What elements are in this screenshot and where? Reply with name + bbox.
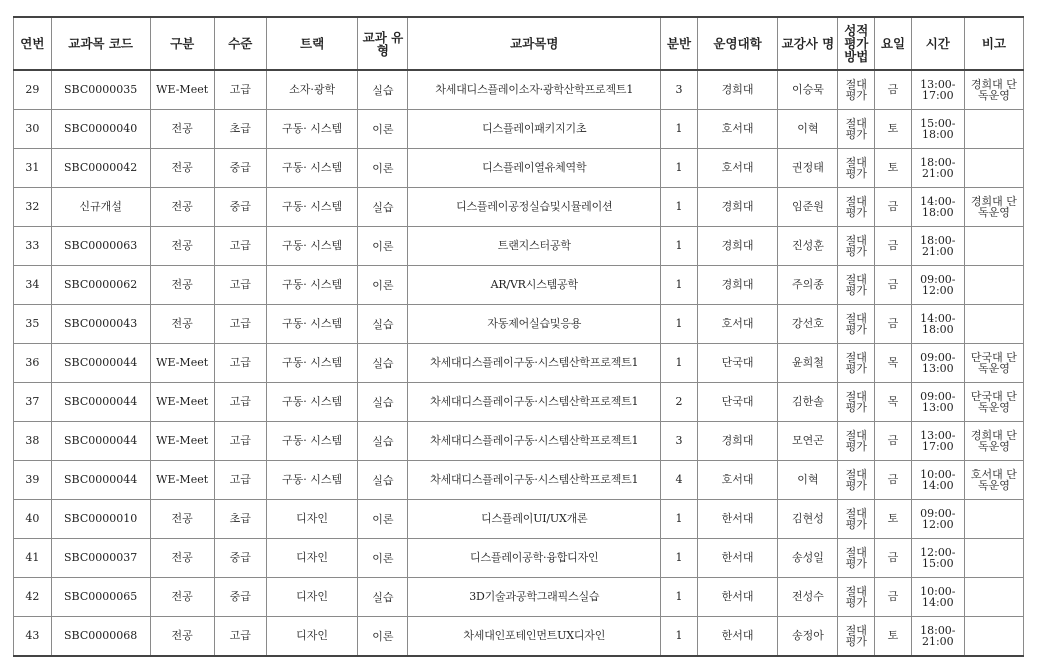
cell-track: 디자인 (266, 578, 358, 617)
cell-time: 09:00- 12:00 (911, 500, 964, 539)
cell-note (964, 266, 1023, 305)
cell-code: SBC0000043 (51, 305, 150, 344)
cell-no: 34 (14, 266, 52, 305)
cell-instructor: 임준원 (778, 188, 838, 227)
cell-no: 39 (14, 461, 52, 500)
cell-level: 고급 (214, 70, 266, 110)
table-row (14, 344, 1024, 383)
cell-category: 전공 (150, 188, 214, 227)
cell-category: WE-Meet (150, 70, 214, 110)
course-table-container (13, 16, 1024, 657)
cell-level: 초급 (214, 110, 266, 149)
cell-category: 전공 (150, 227, 214, 266)
table-header-row (14, 17, 1024, 70)
cell-code: SBC0000044 (51, 344, 150, 383)
cell-university: 경희대 (697, 70, 778, 110)
cell-day: 목 (875, 383, 912, 422)
cell-day: 금 (875, 188, 912, 227)
cell-time: 13:00- 17:00 (911, 70, 964, 110)
cell-no: 36 (14, 344, 52, 383)
table-row (14, 149, 1024, 188)
cell-type: 실습 (358, 383, 408, 422)
cell-university: 경희대 (697, 422, 778, 461)
col-header-university: 운영대학 (697, 17, 778, 70)
cell-track: 구동· 시스템 (266, 383, 358, 422)
cell-grading: 절대 평가 (838, 383, 875, 422)
cell-section: 3 (661, 70, 698, 110)
cell-day: 금 (875, 227, 912, 266)
table-row (14, 70, 1024, 110)
cell-university: 호서대 (697, 461, 778, 500)
cell-track: 디자인 (266, 539, 358, 578)
cell-type: 이론 (358, 539, 408, 578)
table-row (14, 266, 1024, 305)
cell-type: 실습 (358, 578, 408, 617)
cell-section: 2 (661, 383, 698, 422)
cell-level: 고급 (214, 227, 266, 266)
col-header-code: 교과목 코드 (51, 17, 150, 70)
col-header-grading: 성적 평가 방법 (838, 17, 875, 70)
col-header-category: 구분 (150, 17, 214, 70)
cell-category: 전공 (150, 578, 214, 617)
cell-course-name: 차세대디스플레이구동·시스템산학프로젝트1 (408, 461, 661, 500)
cell-level: 고급 (214, 461, 266, 500)
cell-level: 초급 (214, 500, 266, 539)
cell-instructor: 김한솔 (778, 383, 838, 422)
cell-day: 토 (875, 617, 912, 657)
col-header-course-name: 교과목명 (408, 17, 661, 70)
cell-time: 14:00- 18:00 (911, 188, 964, 227)
cell-category: 전공 (150, 149, 214, 188)
cell-level: 고급 (214, 422, 266, 461)
cell-course-name: 차세대디스플레이소자·광학산학프로젝트1 (408, 70, 661, 110)
cell-grading: 절대 평가 (838, 500, 875, 539)
cell-category: 전공 (150, 617, 214, 657)
cell-type: 이론 (358, 500, 408, 539)
cell-no: 33 (14, 227, 52, 266)
cell-instructor: 권정태 (778, 149, 838, 188)
cell-no: 41 (14, 539, 52, 578)
cell-time: 18:00- 21:00 (911, 149, 964, 188)
cell-track: 소자·광학 (266, 70, 358, 110)
cell-section: 1 (661, 539, 698, 578)
cell-university: 호서대 (697, 149, 778, 188)
cell-type: 실습 (358, 305, 408, 344)
cell-no: 42 (14, 578, 52, 617)
table-row (14, 383, 1024, 422)
cell-university: 경희대 (697, 188, 778, 227)
cell-day: 금 (875, 70, 912, 110)
cell-section: 4 (661, 461, 698, 500)
cell-grading: 절대 평가 (838, 149, 875, 188)
table-row (14, 500, 1024, 539)
cell-university: 호서대 (697, 110, 778, 149)
cell-instructor: 모연곤 (778, 422, 838, 461)
cell-code: SBC0000037 (51, 539, 150, 578)
cell-no: 40 (14, 500, 52, 539)
cell-day: 토 (875, 149, 912, 188)
cell-time: 13:00- 17:00 (911, 422, 964, 461)
cell-time: 09:00- 13:00 (911, 344, 964, 383)
cell-level: 고급 (214, 305, 266, 344)
cell-grading: 절대 평가 (838, 617, 875, 657)
table-row (14, 110, 1024, 149)
cell-type: 실습 (358, 422, 408, 461)
cell-section: 1 (661, 188, 698, 227)
cell-grading: 절대 평가 (838, 227, 875, 266)
cell-day: 금 (875, 578, 912, 617)
col-header-note: 비고 (964, 17, 1023, 70)
cell-instructor: 강선호 (778, 305, 838, 344)
cell-grading: 절대 평가 (838, 70, 875, 110)
cell-instructor: 송정아 (778, 617, 838, 657)
cell-grading: 절대 평가 (838, 578, 875, 617)
cell-note: 경희대 단독운영 (964, 422, 1023, 461)
cell-course-name: 디스플레이공정실습및시뮬레이션 (408, 188, 661, 227)
cell-course-name: 자동제어실습및응용 (408, 305, 661, 344)
cell-time: 10:00- 14:00 (911, 461, 964, 500)
col-header-level: 수준 (214, 17, 266, 70)
cell-track: 구동· 시스템 (266, 344, 358, 383)
table-row (14, 539, 1024, 578)
cell-code: SBC0000035 (51, 70, 150, 110)
cell-no: 30 (14, 110, 52, 149)
cell-code: SBC0000044 (51, 383, 150, 422)
table-row (14, 188, 1024, 227)
cell-note: 단국대 단독운영 (964, 344, 1023, 383)
cell-level: 중급 (214, 149, 266, 188)
table-row (14, 617, 1024, 657)
cell-level: 고급 (214, 266, 266, 305)
cell-section: 1 (661, 227, 698, 266)
cell-instructor: 이승묵 (778, 70, 838, 110)
cell-no: 38 (14, 422, 52, 461)
cell-track: 구동· 시스템 (266, 266, 358, 305)
col-header-time: 시간 (911, 17, 964, 70)
cell-university: 호서대 (697, 305, 778, 344)
cell-day: 토 (875, 500, 912, 539)
cell-track: 디자인 (266, 500, 358, 539)
cell-track: 구동· 시스템 (266, 227, 358, 266)
table-row (14, 422, 1024, 461)
cell-instructor: 윤희철 (778, 344, 838, 383)
cell-code: SBC0000010 (51, 500, 150, 539)
cell-day: 목 (875, 344, 912, 383)
cell-note (964, 149, 1023, 188)
cell-level: 중급 (214, 578, 266, 617)
cell-instructor: 주의종 (778, 266, 838, 305)
col-header-instructor: 교강사 명 (778, 17, 838, 70)
cell-no: 29 (14, 70, 52, 110)
cell-category: 전공 (150, 539, 214, 578)
cell-day: 금 (875, 461, 912, 500)
cell-track: 구동· 시스템 (266, 305, 358, 344)
cell-university: 단국대 (697, 383, 778, 422)
cell-university: 한서대 (697, 539, 778, 578)
cell-university: 한서대 (697, 617, 778, 657)
cell-section: 1 (661, 305, 698, 344)
cell-course-name: AR/VR시스템공학 (408, 266, 661, 305)
cell-code: SBC0000044 (51, 422, 150, 461)
cell-type: 실습 (358, 70, 408, 110)
cell-no: 37 (14, 383, 52, 422)
cell-instructor: 진성훈 (778, 227, 838, 266)
cell-course-name: 차세대디스플레이구동·시스템산학프로젝트1 (408, 344, 661, 383)
cell-note (964, 617, 1023, 657)
cell-level: 중급 (214, 539, 266, 578)
cell-level: 고급 (214, 344, 266, 383)
cell-day: 금 (875, 305, 912, 344)
cell-note (964, 539, 1023, 578)
cell-no: 43 (14, 617, 52, 657)
col-header-day: 요일 (875, 17, 912, 70)
cell-code: SBC0000065 (51, 578, 150, 617)
cell-track: 구동· 시스템 (266, 110, 358, 149)
cell-instructor: 전성수 (778, 578, 838, 617)
cell-instructor: 송성일 (778, 539, 838, 578)
cell-section: 1 (661, 578, 698, 617)
cell-track: 구동· 시스템 (266, 422, 358, 461)
cell-course-name: 차세대디스플레이구동·시스템산학프로젝트1 (408, 422, 661, 461)
cell-grading: 절대 평가 (838, 188, 875, 227)
table-body (14, 70, 1024, 656)
col-header-type: 교과 유형 (358, 17, 408, 70)
cell-code: SBC0000062 (51, 266, 150, 305)
cell-code: 신규개설 (51, 188, 150, 227)
cell-section: 1 (661, 500, 698, 539)
cell-university: 한서대 (697, 500, 778, 539)
cell-course-name: 디스플레이패키지기초 (408, 110, 661, 149)
cell-type: 이론 (358, 617, 408, 657)
cell-grading: 절대 평가 (838, 422, 875, 461)
cell-grading: 절대 평가 (838, 266, 875, 305)
cell-code: SBC0000042 (51, 149, 150, 188)
cell-course-name: 차세대디스플레이구동·시스템산학프로젝트1 (408, 383, 661, 422)
table-row (14, 305, 1024, 344)
cell-code: SBC0000044 (51, 461, 150, 500)
cell-section: 1 (661, 617, 698, 657)
cell-section: 3 (661, 422, 698, 461)
cell-time: 10:00- 14:00 (911, 578, 964, 617)
cell-grading: 절대 평가 (838, 305, 875, 344)
col-header-no: 연번 (14, 17, 52, 70)
cell-university: 경희대 (697, 227, 778, 266)
cell-day: 토 (875, 110, 912, 149)
cell-level: 고급 (214, 617, 266, 657)
cell-note (964, 227, 1023, 266)
cell-course-name: 디스플레이열유체역학 (408, 149, 661, 188)
cell-time: 14:00- 18:00 (911, 305, 964, 344)
cell-code: SBC0000068 (51, 617, 150, 657)
cell-grading: 절대 평가 (838, 539, 875, 578)
cell-time: 12:00- 15:00 (911, 539, 964, 578)
cell-section: 1 (661, 344, 698, 383)
cell-note: 호서대 단독운영 (964, 461, 1023, 500)
cell-track: 구동· 시스템 (266, 461, 358, 500)
table-row (14, 461, 1024, 500)
cell-level: 고급 (214, 383, 266, 422)
cell-type: 이론 (358, 149, 408, 188)
table-row (14, 227, 1024, 266)
cell-note (964, 110, 1023, 149)
cell-university: 한서대 (697, 578, 778, 617)
cell-no: 31 (14, 149, 52, 188)
cell-category: WE-Meet (150, 422, 214, 461)
col-header-track: 트랙 (266, 17, 358, 70)
cell-time: 09:00- 13:00 (911, 383, 964, 422)
cell-note: 경희대 단독운영 (964, 70, 1023, 110)
cell-note: 단국대 단독운영 (964, 383, 1023, 422)
cell-no: 32 (14, 188, 52, 227)
cell-code: SBC0000040 (51, 110, 150, 149)
cell-category: 전공 (150, 305, 214, 344)
cell-track: 디자인 (266, 617, 358, 657)
cell-type: 실습 (358, 344, 408, 383)
cell-time: 09:00- 12:00 (911, 266, 964, 305)
cell-section: 1 (661, 266, 698, 305)
cell-type: 이론 (358, 110, 408, 149)
cell-course-name: 3D기술과공학그래픽스실습 (408, 578, 661, 617)
cell-instructor: 이혁 (778, 461, 838, 500)
cell-course-name: 디스플레이공학·융합디자인 (408, 539, 661, 578)
cell-note (964, 500, 1023, 539)
cell-day: 금 (875, 422, 912, 461)
cell-university: 경희대 (697, 266, 778, 305)
cell-type: 이론 (358, 266, 408, 305)
cell-category: WE-Meet (150, 344, 214, 383)
col-header-section: 분반 (661, 17, 698, 70)
cell-note: 경희대 단독운영 (964, 188, 1023, 227)
cell-time: 18:00- 21:00 (911, 227, 964, 266)
cell-track: 구동· 시스템 (266, 149, 358, 188)
cell-day: 금 (875, 266, 912, 305)
cell-note (964, 578, 1023, 617)
cell-course-name: 트랜지스터공학 (408, 227, 661, 266)
cell-code: SBC0000063 (51, 227, 150, 266)
cell-instructor: 이혁 (778, 110, 838, 149)
cell-grading: 절대 평가 (838, 344, 875, 383)
cell-day: 금 (875, 539, 912, 578)
cell-type: 실습 (358, 461, 408, 500)
cell-category: WE-Meet (150, 383, 214, 422)
cell-course-name: 차세대인포테인먼트UX디자인 (408, 617, 661, 657)
cell-time: 15:00- 18:00 (911, 110, 964, 149)
cell-section: 1 (661, 149, 698, 188)
cell-type: 이론 (358, 227, 408, 266)
cell-instructor: 김현성 (778, 500, 838, 539)
cell-track: 구동· 시스템 (266, 188, 358, 227)
cell-course-name: 디스플레이UI/UX개론 (408, 500, 661, 539)
cell-section: 1 (661, 110, 698, 149)
cell-university: 단국대 (697, 344, 778, 383)
cell-category: 전공 (150, 500, 214, 539)
cell-time: 18:00- 21:00 (911, 617, 964, 657)
table-row (14, 578, 1024, 617)
cell-category: WE-Meet (150, 461, 214, 500)
cell-grading: 절대 평가 (838, 110, 875, 149)
cell-grading: 절대 평가 (838, 461, 875, 500)
cell-category: 전공 (150, 110, 214, 149)
cell-type: 실습 (358, 188, 408, 227)
course-table (13, 16, 1024, 657)
cell-no: 35 (14, 305, 52, 344)
cell-level: 중급 (214, 188, 266, 227)
cell-category: 전공 (150, 266, 214, 305)
cell-note (964, 305, 1023, 344)
